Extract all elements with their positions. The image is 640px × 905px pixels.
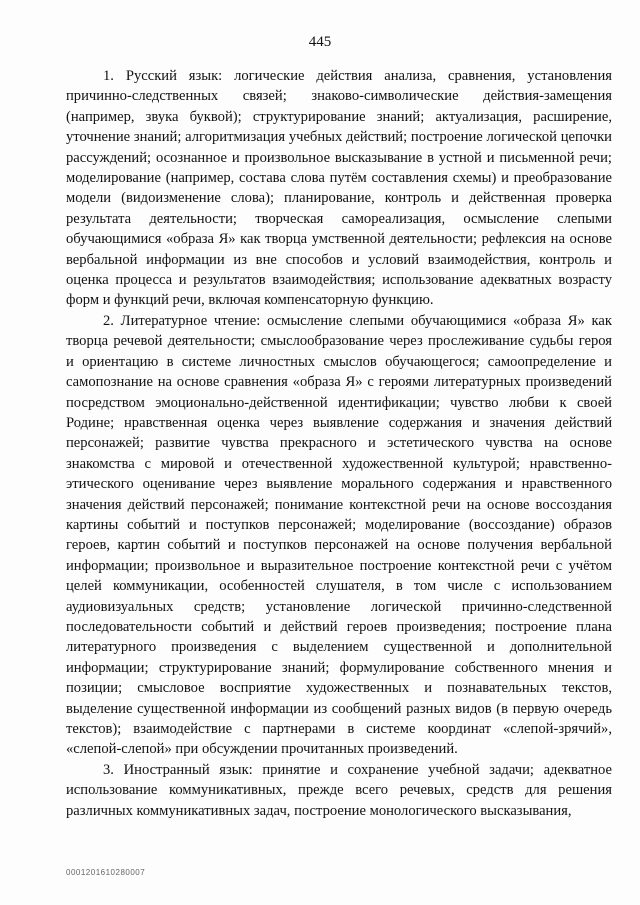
paragraph-foreign-language: 3. Иностранный язык: принятие и сохранение учебной задачи; адекватное использование коммуникативных, прежде всего речевых, средств для решения различных коммуникативных задач, построение монологического высказывания,: [66, 761, 612, 819]
page-number: 445: [308, 34, 332, 50]
document-footer-code: 0001201610280007: [66, 868, 146, 877]
document-body: [66, 66, 612, 821]
paragraph-russian-language: 1. Русский язык: логические действия анализа, сравнения, установления причинно-следственных связей; знаково-символические действия-замещения (например, звука буквой); структурирование знаний; актуализация, расширение, уточнение знаний; алгоритмизация учебных действий; построение логической цепочки рассуждений; осознанное и произвольное высказывание в устной и письменной речи; моделирование (например, состава слова путём составления схемы) и преобразование модели (видоизменение слова); планирование, контроль и действенная проверка результата деятельности; творческая самореализация, осмысление слепыми обучающимися «образа Я» как творца умственной деятельности; рефлексия на основе вербальной информации из вне способов и условий взаимодействия, контроль и оценка процесса и результатов взаимодействия; использование адекватных возрасту форм и функций речи, включая компенсаторную функцию.: [66, 68, 612, 309]
paragraph-literary-reading: 2. Литературное чтение: осмысление слепыми обучающимися «образа Я» как творца речевой деятельности; смыслообразование через прослеживание судьбы героя и ориентацию в системе личностных смыслов обучающегося; самоопределение и самопознание на основе сравнения «образа Я» с героями литературных произведений посредством эмоционально-действенной идентификации; чувство любви к своей Родине; нравственная оценка через выявление содержания и значения действий персонажей; развитие чувства прекрасного и эстетического чувства на основе знакомства с мировой и отечественной художественной культурой; нравственно-этического оценивание через выявление морального содержания и нравственного значения действий персонажей; понимание контекстной речи на основе воссоздания картины событий и поступков персонажей; моделирование (воссоздание) образов героев, картин событий и поступков персонажей на основе получения вербальной информации; произвольное и выразительное построение контекстной речи с учётом целей коммуникации, особенностей слушателя, в том числе с использованием аудиовизуальных средств; установление логической причинно-следственной последовательности событий и действий героев произведения; построение плана литературного произведения с выделением существенной и дополнительной информации; структурирование знаний; формулирование собственного мнения и позиции; смысловое восприятие художественных и познавательных текстов, выделение существенной информации из сообщений разных видов (в первую очередь текстов); взаимодействие с партнерами в системе координат «слепой-зрячий», «слепой-слепой» при обсуждении прочитанных произведений.: [66, 312, 612, 758]
